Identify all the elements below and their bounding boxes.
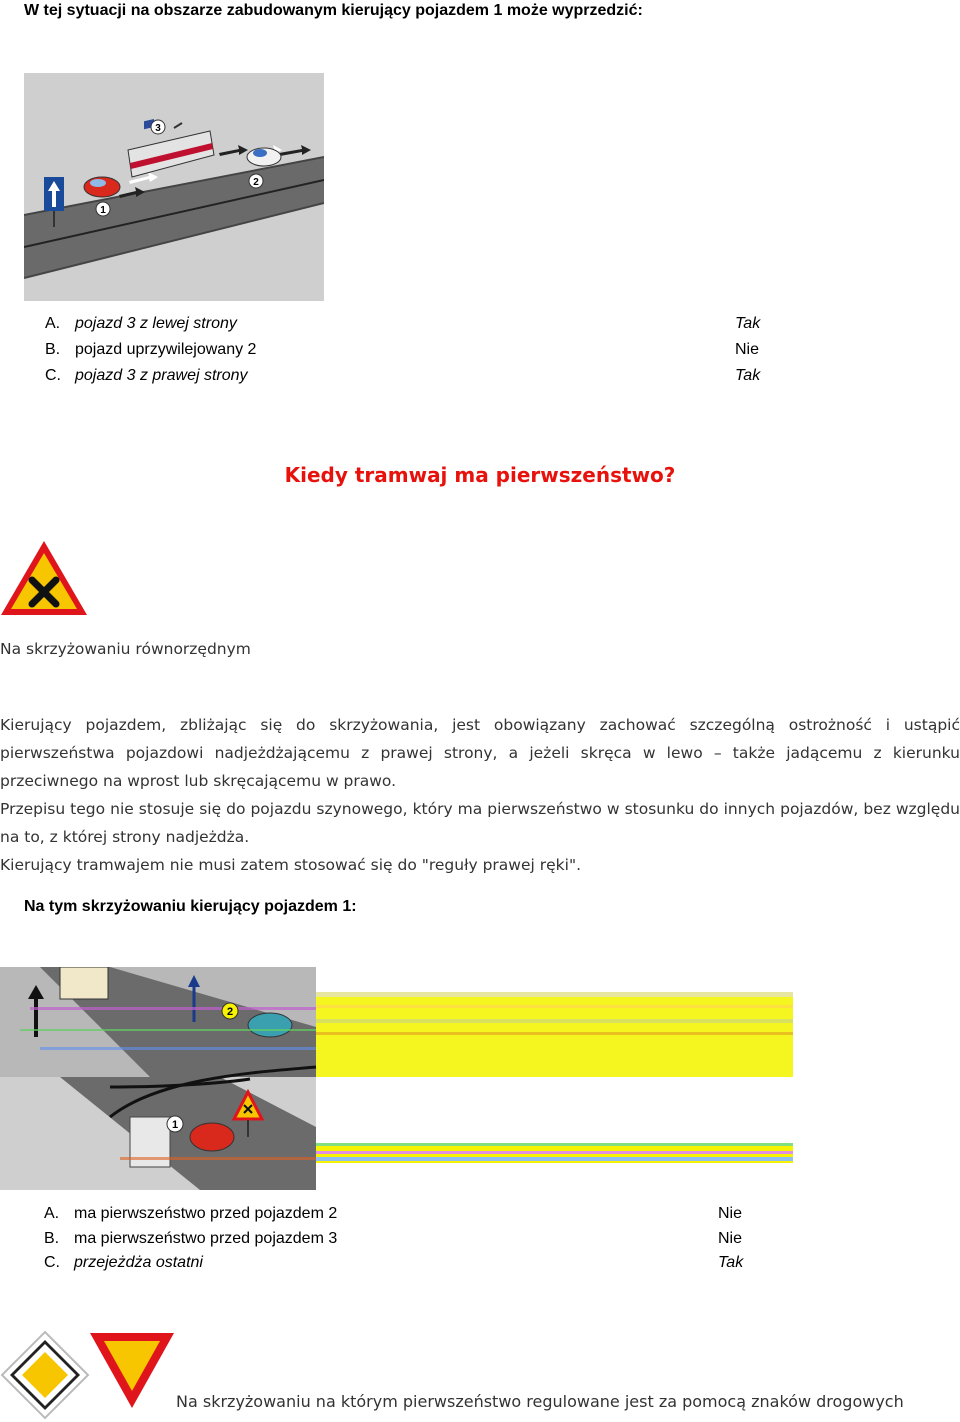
svg-text:2: 2 xyxy=(226,1006,234,1018)
red-car-icon xyxy=(84,177,120,197)
svg-text:2: 2 xyxy=(253,177,259,188)
section-subheading: Na skrzyżowaniu równorzędnym xyxy=(0,640,251,658)
svg-text:1: 1 xyxy=(100,205,106,216)
svg-text:1: 1 xyxy=(171,1119,179,1131)
ambulance-icon xyxy=(247,148,281,166)
question1-title: W tej sytuacji na obszarze zabudowanym kierujący pojazdem 1 może wyprzedzić: xyxy=(24,2,643,19)
question2-answer-b: B. ma pierwszeństwo przed pojazdem 3 xyxy=(44,1230,338,1247)
question1-answer-b: B. pojazd uprzywilejowany 2 xyxy=(45,341,257,358)
question2-verdict-c: Tak xyxy=(718,1254,744,1271)
svg-text:3: 3 xyxy=(155,123,161,134)
question2-illustration xyxy=(0,967,793,1190)
question2-title: Na tym skrzyżowaniu kierujący pojazdem 1: xyxy=(24,898,357,915)
priority-road-sign-icon xyxy=(0,1330,90,1420)
yield-sign-icon xyxy=(88,1330,176,1412)
warning-intersection-sign-icon xyxy=(0,538,90,618)
paragraph-tram-exception: Przepisu tego nie stosuje się do pojazdu szynowego, który ma pierwszeństwo w stosunku do innych pojazdów, bez względu na to, z której strony nadjeżdża. xyxy=(0,800,960,846)
section-heading: Kiedy tramwaj ma pierwszeństwo? xyxy=(284,463,676,487)
paragraph-rule: Kierujący pojazdem, zbliżając się do skrzyżowania, jest obowiązany zachować szczególną ostrożność i ustąpić pierwszeństwa pojazdowi nadjeżdżającemu z prawej strony, a jeżeli skręca w lewo – także jadącemu z kierunku przeciwnego na wprost lub skręcającemu w prawo. xyxy=(0,716,960,790)
paragraph-conclusion: Kierujący tramwajem nie musi zatem stosować się do "reguły prawej ręki". xyxy=(0,856,582,874)
question1-illustration xyxy=(24,73,324,301)
question2-answer-c: C. przejeżdża ostatni xyxy=(44,1254,203,1271)
footer-text: Na skrzyżowaniu na którym pierwszeństwo regulowane jest za pomocą znaków drogowych xyxy=(176,1392,904,1411)
question1-verdict-c: Tak xyxy=(735,367,761,384)
question2-verdict-b: Nie xyxy=(718,1230,743,1247)
question2-verdict-a: Nie xyxy=(718,1205,743,1222)
question1-verdict-a: Tak xyxy=(735,315,761,332)
question1-answer-c: C. pojazd 3 z prawej strony xyxy=(45,367,248,384)
question1-verdict-b: Nie xyxy=(735,341,760,358)
question2-answer-a: A. ma pierwszeństwo przed pojazdem 2 xyxy=(44,1205,338,1222)
question1-answer-a: A. pojazd 3 z lewej strony xyxy=(45,315,237,332)
